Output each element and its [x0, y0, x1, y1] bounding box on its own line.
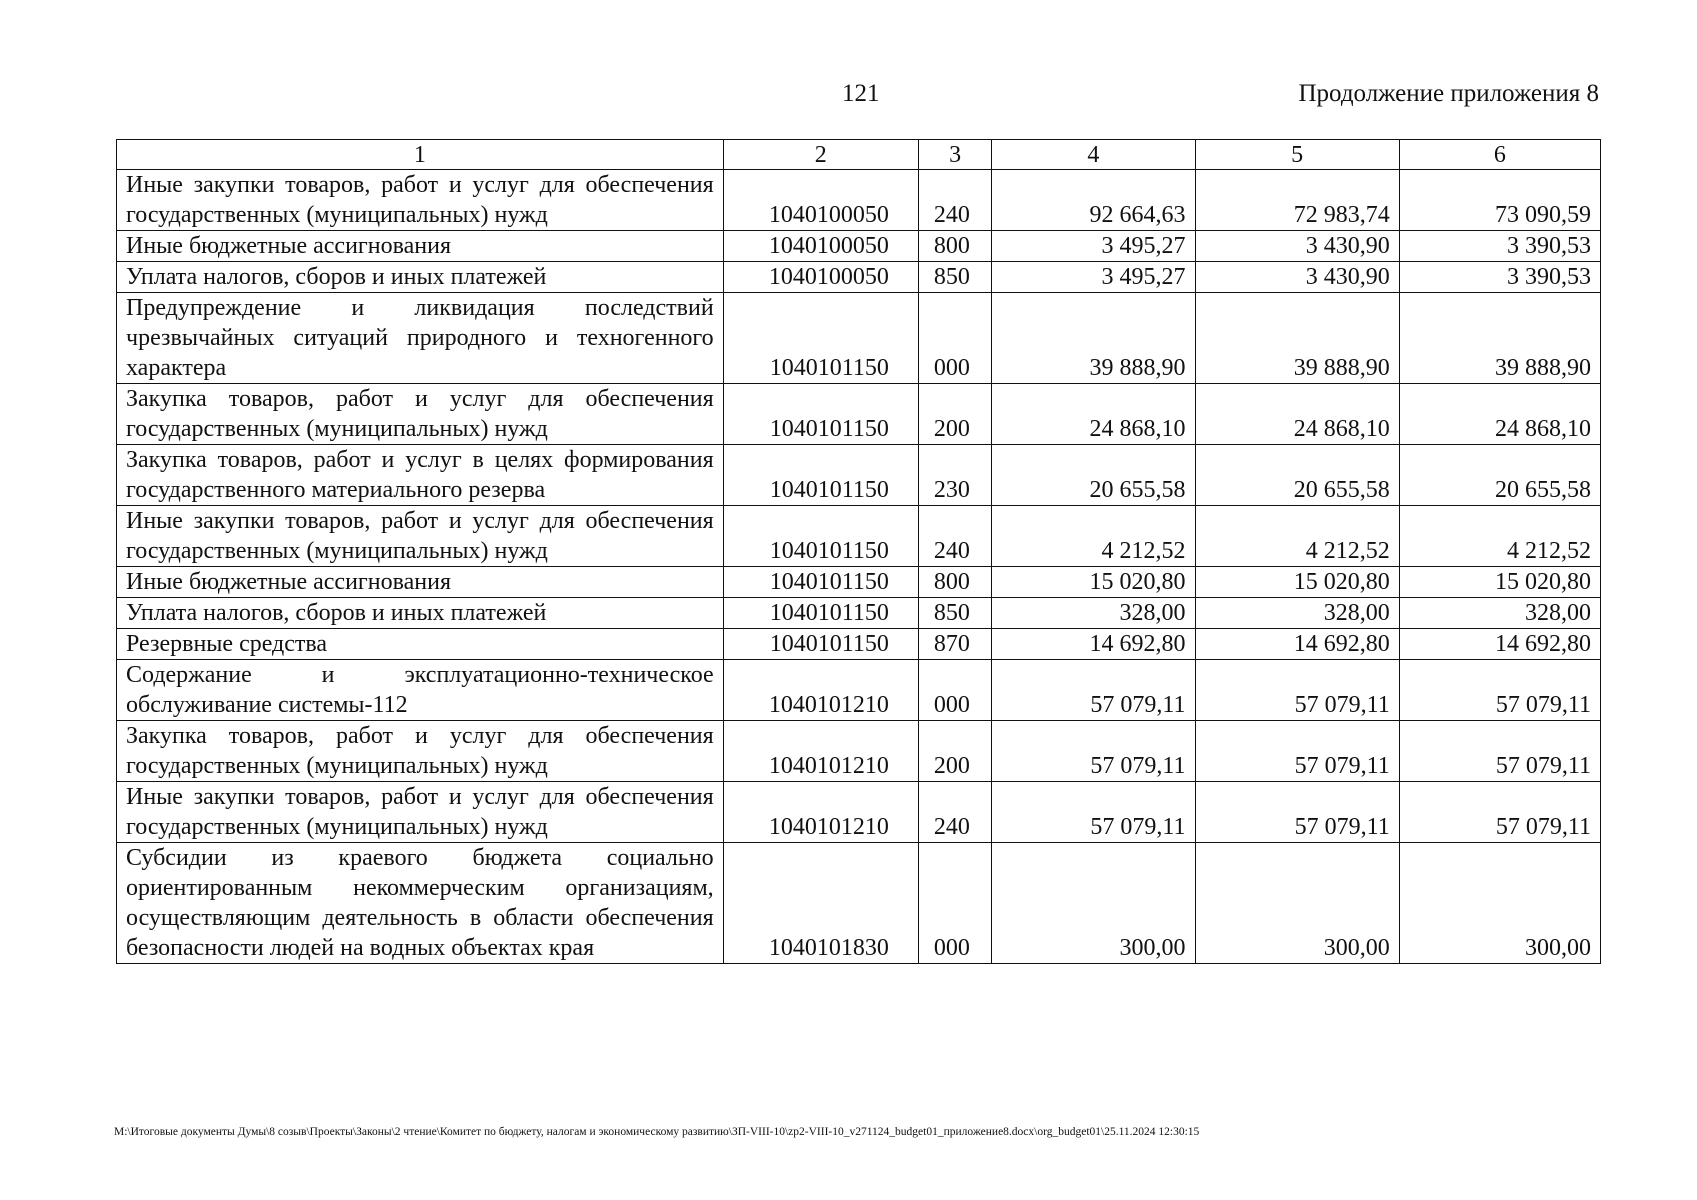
row-expense-type: 240: [918, 782, 991, 843]
row-amount-col6: 57 079,11: [1399, 721, 1600, 782]
table-row: [117, 445, 1601, 506]
row-amount-col5: 20 655,58: [1195, 445, 1399, 506]
row-description: Предупреждение и ликвидация последствий чрезвычайных ситуаций природного и техногенного характера: [117, 293, 724, 384]
budget-table-body: [117, 170, 1601, 964]
page-number: 121: [842, 80, 880, 107]
row-amount-col4: 20 655,58: [992, 445, 1195, 506]
row-target-code: 1040101150: [723, 384, 918, 445]
column-header-4: 4: [992, 140, 1195, 170]
row-expense-type: 870: [918, 629, 991, 660]
row-expense-type: 800: [918, 231, 991, 262]
row-description: Иные бюджетные ассигнования: [117, 567, 724, 598]
table-row: [117, 782, 1601, 843]
row-amount-col4: 15 020,80: [992, 567, 1195, 598]
row-description: Иные закупки товаров, работ и услуг для обеспечения государственных (муниципальных) нужд: [117, 782, 724, 843]
row-amount-col5: 57 079,11: [1195, 782, 1399, 843]
row-expense-type: 000: [918, 293, 991, 384]
row-target-code: 1040101830: [723, 843, 918, 964]
row-amount-col4: 92 664,63: [992, 170, 1195, 231]
row-target-code: 1040101150: [723, 445, 918, 506]
row-amount-col5: 57 079,11: [1195, 721, 1399, 782]
row-expense-type: 240: [918, 170, 991, 231]
row-amount-col5: 14 692,80: [1195, 629, 1399, 660]
row-amount-col4: 57 079,11: [992, 782, 1195, 843]
column-header-3: 3: [918, 140, 991, 170]
table-row: [117, 629, 1601, 660]
row-amount-col5: 24 868,10: [1195, 384, 1399, 445]
row-target-code: 1040101150: [723, 293, 918, 384]
row-amount-col6: 57 079,11: [1399, 782, 1600, 843]
row-amount-col4: 14 692,80: [992, 629, 1195, 660]
row-amount-col6: 73 090,59: [1399, 170, 1600, 231]
row-target-code: 1040101150: [723, 598, 918, 629]
row-target-code: 1040101210: [723, 721, 918, 782]
row-amount-col4: 57 079,11: [992, 660, 1195, 721]
row-description: Резервные средства: [117, 629, 724, 660]
row-target-code: 1040101150: [723, 567, 918, 598]
row-description: Субсидии из краевого бюджета социально ориентированным некоммерческим организациям, осуществляющим деятельность в области обеспечения безопасности людей на водных объектах края: [117, 843, 724, 964]
row-amount-col4: 24 868,10: [992, 384, 1195, 445]
row-description: Содержание и эксплуатационно-техническое обслуживание системы-112: [117, 660, 724, 721]
row-target-code: 1040101150: [723, 506, 918, 567]
column-header-5: 5: [1195, 140, 1399, 170]
row-amount-col4: 300,00: [992, 843, 1195, 964]
row-amount-col5: 3 430,90: [1195, 262, 1399, 293]
row-amount-col6: 24 868,10: [1399, 384, 1600, 445]
row-expense-type: 000: [918, 843, 991, 964]
row-target-code: 1040100050: [723, 170, 918, 231]
table-row: [117, 598, 1601, 629]
row-amount-col5: 4 212,52: [1195, 506, 1399, 567]
row-amount-col5: 72 983,74: [1195, 170, 1399, 231]
row-expense-type: 850: [918, 262, 991, 293]
row-amount-col6: 328,00: [1399, 598, 1600, 629]
table-row: [117, 843, 1601, 964]
row-amount-col5: 15 020,80: [1195, 567, 1399, 598]
row-expense-type: 000: [918, 660, 991, 721]
row-expense-type: 800: [918, 567, 991, 598]
row-target-code: 1040101150: [723, 629, 918, 660]
row-amount-col6: 20 655,58: [1399, 445, 1600, 506]
row-amount-col6: 39 888,90: [1399, 293, 1600, 384]
row-amount-col4: 3 495,27: [992, 262, 1195, 293]
column-header-2: 2: [723, 140, 918, 170]
row-amount-col4: 57 079,11: [992, 721, 1195, 782]
table-row: [117, 384, 1601, 445]
row-description: Иные закупки товаров, работ и услуг для обеспечения государственных (муниципальных) нужд: [117, 170, 724, 231]
row-target-code: 1040100050: [723, 262, 918, 293]
row-amount-col6: 14 692,80: [1399, 629, 1600, 660]
row-description: Иные бюджетные ассигнования: [117, 231, 724, 262]
row-amount-col4: 39 888,90: [992, 293, 1195, 384]
column-header-6: 6: [1399, 140, 1600, 170]
row-description: Уплата налогов, сборов и иных платежей: [117, 262, 724, 293]
document-file-path: М:\Итоговые документы Думы\8 созыв\Проекты\Законы\2 чтение\Комитет по бюджету, налогам и экономическому развитию\ЗП-VIII-10\zp2-VIII-10_v271124_budget01_приложение8.docx\org_budget01\25.11.2024 12:30:15: [114, 1126, 1200, 1138]
row-amount-col4: 4 212,52: [992, 506, 1195, 567]
row-amount-col5: 57 079,11: [1195, 660, 1399, 721]
table-row: [117, 506, 1601, 567]
row-amount-col5: 328,00: [1195, 598, 1399, 629]
table-row: [117, 660, 1601, 721]
table-row: [117, 231, 1601, 262]
table-row: [117, 293, 1601, 384]
row-target-code: 1040100050: [723, 231, 918, 262]
row-amount-col5: 300,00: [1195, 843, 1399, 964]
table-row: [117, 567, 1601, 598]
row-description: Закупка товаров, работ и услуг для обеспечения государственных (муниципальных) нужд: [117, 384, 724, 445]
table-row: [117, 721, 1601, 782]
row-expense-type: 230: [918, 445, 991, 506]
appendix-continuation-label: Продолжение приложения 8: [1298, 80, 1599, 107]
row-description: Закупка товаров, работ и услуг для обеспечения государственных (муниципальных) нужд: [117, 721, 724, 782]
row-amount-col4: 3 495,27: [992, 231, 1195, 262]
row-amount-col5: 3 430,90: [1195, 231, 1399, 262]
row-expense-type: 850: [918, 598, 991, 629]
row-target-code: 1040101210: [723, 660, 918, 721]
row-amount-col4: 328,00: [992, 598, 1195, 629]
row-amount-col6: 57 079,11: [1399, 660, 1600, 721]
table-row: [117, 262, 1601, 293]
row-amount-col5: 39 888,90: [1195, 293, 1399, 384]
column-header-1: 1: [117, 140, 724, 170]
row-amount-col6: 4 212,52: [1399, 506, 1600, 567]
row-amount-col6: 3 390,53: [1399, 231, 1600, 262]
row-expense-type: 240: [918, 506, 991, 567]
budget-table: [116, 139, 1601, 964]
row-description: Закупка товаров, работ и услуг в целях формирования государственного материального резерва: [117, 445, 724, 506]
row-amount-col6: 3 390,53: [1399, 262, 1600, 293]
row-amount-col6: 300,00: [1399, 843, 1600, 964]
row-target-code: 1040101210: [723, 782, 918, 843]
column-number-row: [117, 140, 1601, 170]
row-amount-col6: 15 020,80: [1399, 567, 1600, 598]
row-expense-type: 200: [918, 384, 991, 445]
row-description: Иные закупки товаров, работ и услуг для обеспечения государственных (муниципальных) нужд: [117, 506, 724, 567]
row-description: Уплата налогов, сборов и иных платежей: [117, 598, 724, 629]
table-row: [117, 170, 1601, 231]
row-expense-type: 200: [918, 721, 991, 782]
